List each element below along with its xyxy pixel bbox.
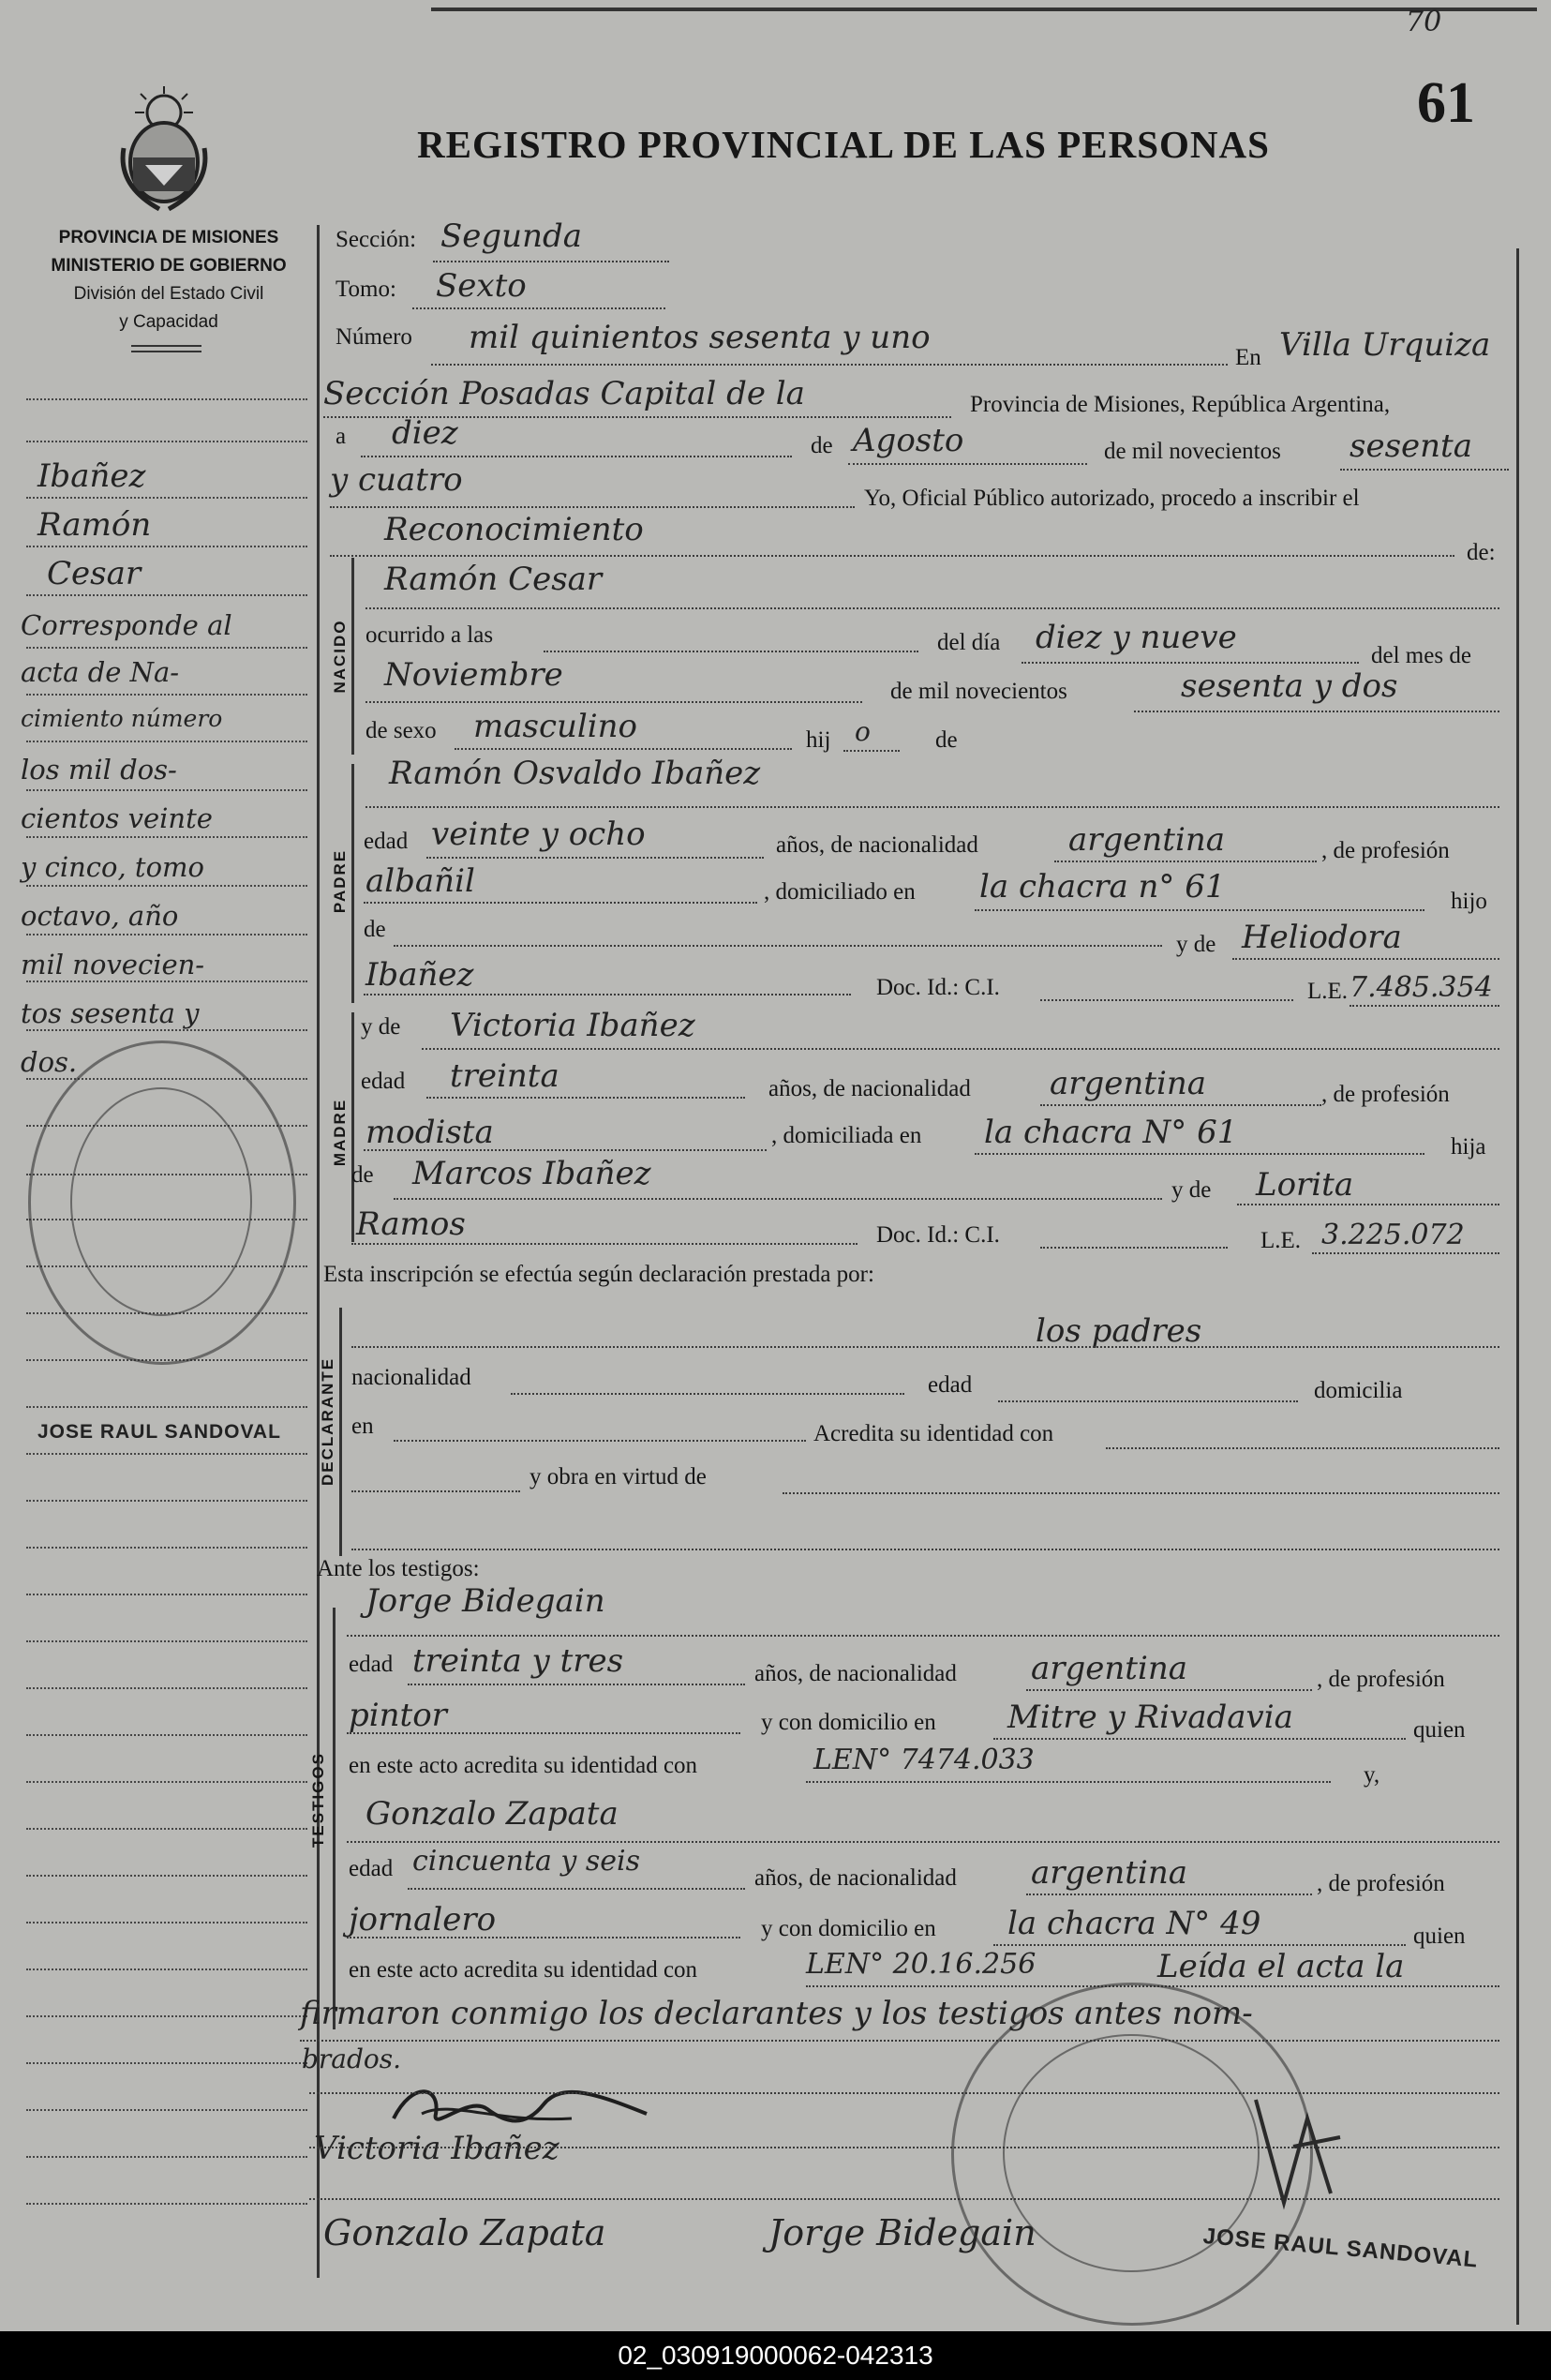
ocurrido-label: ocurrido a las [365, 622, 494, 648]
madre-le-label: L.E. [1260, 1228, 1302, 1253]
tomo-label: Tomo: [336, 277, 396, 302]
division-label-2: y Capacidad [119, 312, 218, 332]
madre-padre-value: Marcos Ibañez [412, 1155, 651, 1192]
testigo2-quien: quien [1413, 1923, 1466, 1949]
top-border-line [431, 7, 1537, 11]
padre-section-label: PADRE [331, 848, 349, 914]
numero-value: mil quinientos sesenta y uno [469, 319, 931, 356]
padre-profesion-label: , de profesión [1321, 838, 1450, 863]
signature-jorge: Jorge Bidegain [768, 2212, 1036, 2253]
closing-text-2: firmaron conmigo los declarantes y los testigos antes nom- [300, 1995, 1253, 2032]
testigo2-dom-value: la chacra N° 49 [1007, 1905, 1261, 1942]
page-number: 61 [1417, 71, 1475, 135]
margin-note-line: dos. [21, 1046, 78, 1078]
margin-note-line: tos sesenta y [21, 997, 200, 1029]
madre-surname-value: Ramos [356, 1205, 466, 1243]
numero-label: Número [336, 324, 412, 350]
year-prefix: de mil novecientos [1104, 439, 1281, 464]
testigo1-nac-value: argentina [1031, 1650, 1188, 1687]
madre-domicilio-label: , domiciliada en [771, 1123, 922, 1148]
margin-note-line: Corresponde al [21, 609, 232, 641]
madre-profesion-value: modista [365, 1114, 494, 1151]
signature-gonzalo: Gonzalo Zapata [323, 2212, 606, 2253]
testigo1-dom-label: y con domicilio en [761, 1710, 936, 1735]
nacido-de-label: de [935, 727, 958, 753]
madre-doc-label: Doc. Id.: C.I. [876, 1222, 1000, 1248]
testigo1-dom-value: Mitre y Rivadavia [1007, 1699, 1293, 1736]
padre-edad-label: edad [364, 829, 409, 854]
padre-nacionalidad-label: años, de nacionalidad [776, 832, 978, 858]
hij-value: o [855, 716, 871, 747]
madre-madre-value: Lorita [1256, 1166, 1354, 1204]
declarante-y-obra-label: y obra en virtud de [529, 1464, 707, 1489]
declarante-domicilia-label: domicilia [1314, 1378, 1403, 1403]
testigo1-y: y, [1364, 1762, 1380, 1788]
margin-note-line: cimiento número [21, 705, 223, 732]
nacido-section-label: NACIDO [331, 619, 349, 694]
hij-label: hij [806, 727, 831, 753]
margin-note-line: los mil dos- [21, 754, 177, 786]
oficial-text: Yo, Oficial Público autorizado, procedo a inscribir el [864, 486, 1360, 511]
testigo1-nac-label: años, de nacionalidad [754, 1661, 957, 1686]
testigo1-edad-value: treinta y tres [412, 1642, 624, 1680]
margin-note-line: mil novecien- [21, 949, 205, 980]
madre-edad-value: treinta [450, 1057, 559, 1095]
sexo-value: masculino [473, 708, 638, 745]
declarante-edad-label: edad [928, 1372, 973, 1398]
del-mes-label: del mes de [1371, 643, 1471, 668]
madre-y-de-label-2: y de [1171, 1177, 1212, 1203]
stamp-signature-icon [1237, 2081, 1359, 2222]
madre-nacionalidad-label: años, de nacionalidad [768, 1076, 971, 1101]
madre-y-de-label: y de [361, 1014, 401, 1040]
testigo1-name: Jorge Bidegain [365, 1582, 605, 1620]
dia-value: diez y nueve [1036, 619, 1237, 656]
testigo2-nac-label: años, de nacionalidad [754, 1865, 957, 1891]
declarante-bracket [339, 1308, 342, 1556]
testigo2-edad-value: cincuenta y seis [412, 1845, 641, 1878]
margin-note-line: cientos veinte [21, 802, 213, 834]
padre-de-label: de [364, 917, 386, 942]
madre-profesion-label: , de profesión [1321, 1082, 1450, 1107]
act-value: Reconocimiento [384, 511, 644, 548]
margin-note-line: y cinco, tomo [21, 851, 205, 883]
declarante-acredita-label: Acredita su identidad con [813, 1421, 1054, 1446]
testigo1-edad-label: edad [349, 1652, 394, 1677]
del-dia-label: del día [937, 630, 1001, 655]
page-number-top: 70 [1406, 6, 1442, 38]
madre-domicilio-value: la chacra N° 61 [984, 1114, 1238, 1151]
main-right-border [1516, 248, 1519, 2325]
testigo2-nac-value: argentina [1031, 1854, 1188, 1892]
ministry-label: MINISTERIO DE GOBIERNO [51, 256, 287, 276]
testigo2-prof-value: jornalero [349, 1901, 497, 1938]
stamp-name-bottom: JOSE RAUL SANDOVAL [1201, 2223, 1480, 2273]
testigo2-acredita-value: LEN° 20.16.256 [806, 1948, 1036, 1981]
de-colon-label: de: [1467, 540, 1496, 565]
testigo2-dom-label: y con domicilio en [761, 1916, 936, 1941]
padre-domicilio-label: , domiciliado en [764, 879, 916, 905]
padre-le-label: L.E. [1307, 979, 1349, 1004]
nacido-year-prefix: de mil novecientos [890, 679, 1067, 704]
declarante-intro: Esta inscripción se efectúa según declaración prestada por: [323, 1262, 874, 1287]
testigos-bracket [333, 1608, 336, 2029]
testigo1-acredita-value: LEN° 7474.033 [813, 1744, 1035, 1776]
padre-nacionalidad-value: argentina [1068, 821, 1226, 859]
de-label: de [811, 433, 833, 458]
padre-doc-label: Doc. Id.: C.I. [876, 975, 1000, 1000]
madre-nacionalidad-value: argentina [1050, 1065, 1207, 1102]
testigo2-acredita-label: en este acto acredita su identidad con [349, 1957, 698, 1983]
nacido-bracket [351, 558, 354, 755]
division-label: División del Estado Civil [73, 284, 264, 304]
page-title: REGISTRO PROVINCIAL DE LAS PERSONAS [417, 123, 1270, 166]
signature-victoria: Victoria Ibañez [314, 2130, 559, 2167]
testigo2-prof-label: , de profesión [1317, 1871, 1445, 1896]
margin-note-line: octavo, año [21, 900, 179, 932]
margin-note-line: Ibañez [37, 457, 146, 495]
padre-name: Ramón Osvaldo Ibañez [389, 755, 761, 792]
seccion-place-value: Sección Posadas Capital de la [323, 375, 805, 412]
declarante-en-label: en [351, 1414, 374, 1439]
margin-note-line: Ramón [37, 506, 152, 544]
madre-bracket [351, 1012, 354, 1242]
coat-of-arms-icon [112, 82, 216, 214]
padre-le-value: 7.485.354 [1350, 971, 1493, 1004]
tomo-value: Sexto [436, 267, 527, 305]
testigo2-edad-label: edad [349, 1856, 394, 1881]
closing-text-1: Leída el acta la [1157, 1948, 1405, 1985]
mes-value: Noviembre [384, 656, 563, 694]
madre-hija-label: hija [1451, 1134, 1486, 1160]
declarante-nacionalidad-label: nacionalidad [351, 1365, 471, 1390]
padre-hijo-label: hijo [1451, 889, 1487, 914]
testigos-section-label: TESTIGOS [309, 1752, 327, 1848]
madre-le-value: 3.225.072 [1321, 1219, 1465, 1251]
testigo1-acredita-label: en este acto acredita su identidad con [349, 1753, 698, 1778]
madre-edad-label: edad [361, 1069, 406, 1094]
madre-de-label: de [351, 1162, 374, 1188]
day-value: diez [392, 414, 458, 452]
testigos-intro: Ante los testigos: [317, 1556, 480, 1581]
padre-y-de-label: y de [1176, 932, 1216, 957]
padre-profesion-value: albañil [365, 862, 475, 900]
testigo1-prof-value: pintor [349, 1697, 447, 1734]
testigo1-prof-label: , de profesión [1317, 1667, 1445, 1692]
padre-surname-value: Ibañez [365, 956, 474, 994]
footer-band [0, 2331, 1551, 2380]
closing-text-3: brados. [302, 2043, 402, 2074]
seccion-label: Sección: [336, 227, 417, 252]
madre-section-label: MADRE [331, 1098, 349, 1167]
en-value: Villa Urquiza [1279, 326, 1491, 364]
main-left-border [317, 225, 320, 2278]
year-value: sesenta [1350, 427, 1472, 465]
padre-bracket [351, 764, 354, 1003]
province-text: Provincia de Misiones, República Argentina, [970, 392, 1391, 417]
margin-note-line: Cesar [47, 555, 142, 592]
file-id-label: 02_030919000062-042313 [618, 2341, 933, 2370]
testigo2-name: Gonzalo Zapata [365, 1795, 619, 1833]
padre-madre-value: Heliodora [1242, 919, 1402, 956]
sexo-label: de sexo [365, 718, 437, 743]
province-label: PROVINCIA DE MISIONES [58, 228, 279, 247]
margin-stamp-name: JOSE RAUL SANDOVAL [37, 1421, 281, 1443]
testigo1-quien: quien [1413, 1717, 1466, 1743]
division-underline [131, 345, 201, 347]
year-value-2: y cuatro [330, 461, 463, 499]
en-label: En [1235, 345, 1261, 370]
padre-edad-value: veinte y ocho [431, 816, 646, 853]
declarante-section-label: DECLARANTE [319, 1356, 336, 1486]
margin-stamp-inner [70, 1087, 252, 1316]
a-label: a [336, 424, 347, 449]
padre-domicilio-value: la chacra n° 61 [979, 868, 1226, 906]
month-value: Agosto [853, 422, 964, 459]
declarante-value: los padres [1036, 1312, 1202, 1350]
madre-name: Victoria Ibañez [450, 1007, 695, 1044]
seccion-value: Segunda [440, 217, 583, 255]
nacido-name: Ramón Cesar [384, 561, 603, 598]
margin-note-line: acta de Na- [21, 656, 180, 688]
division-underline-2 [131, 351, 201, 352]
nacido-year-value: sesenta y dos [1181, 667, 1398, 705]
